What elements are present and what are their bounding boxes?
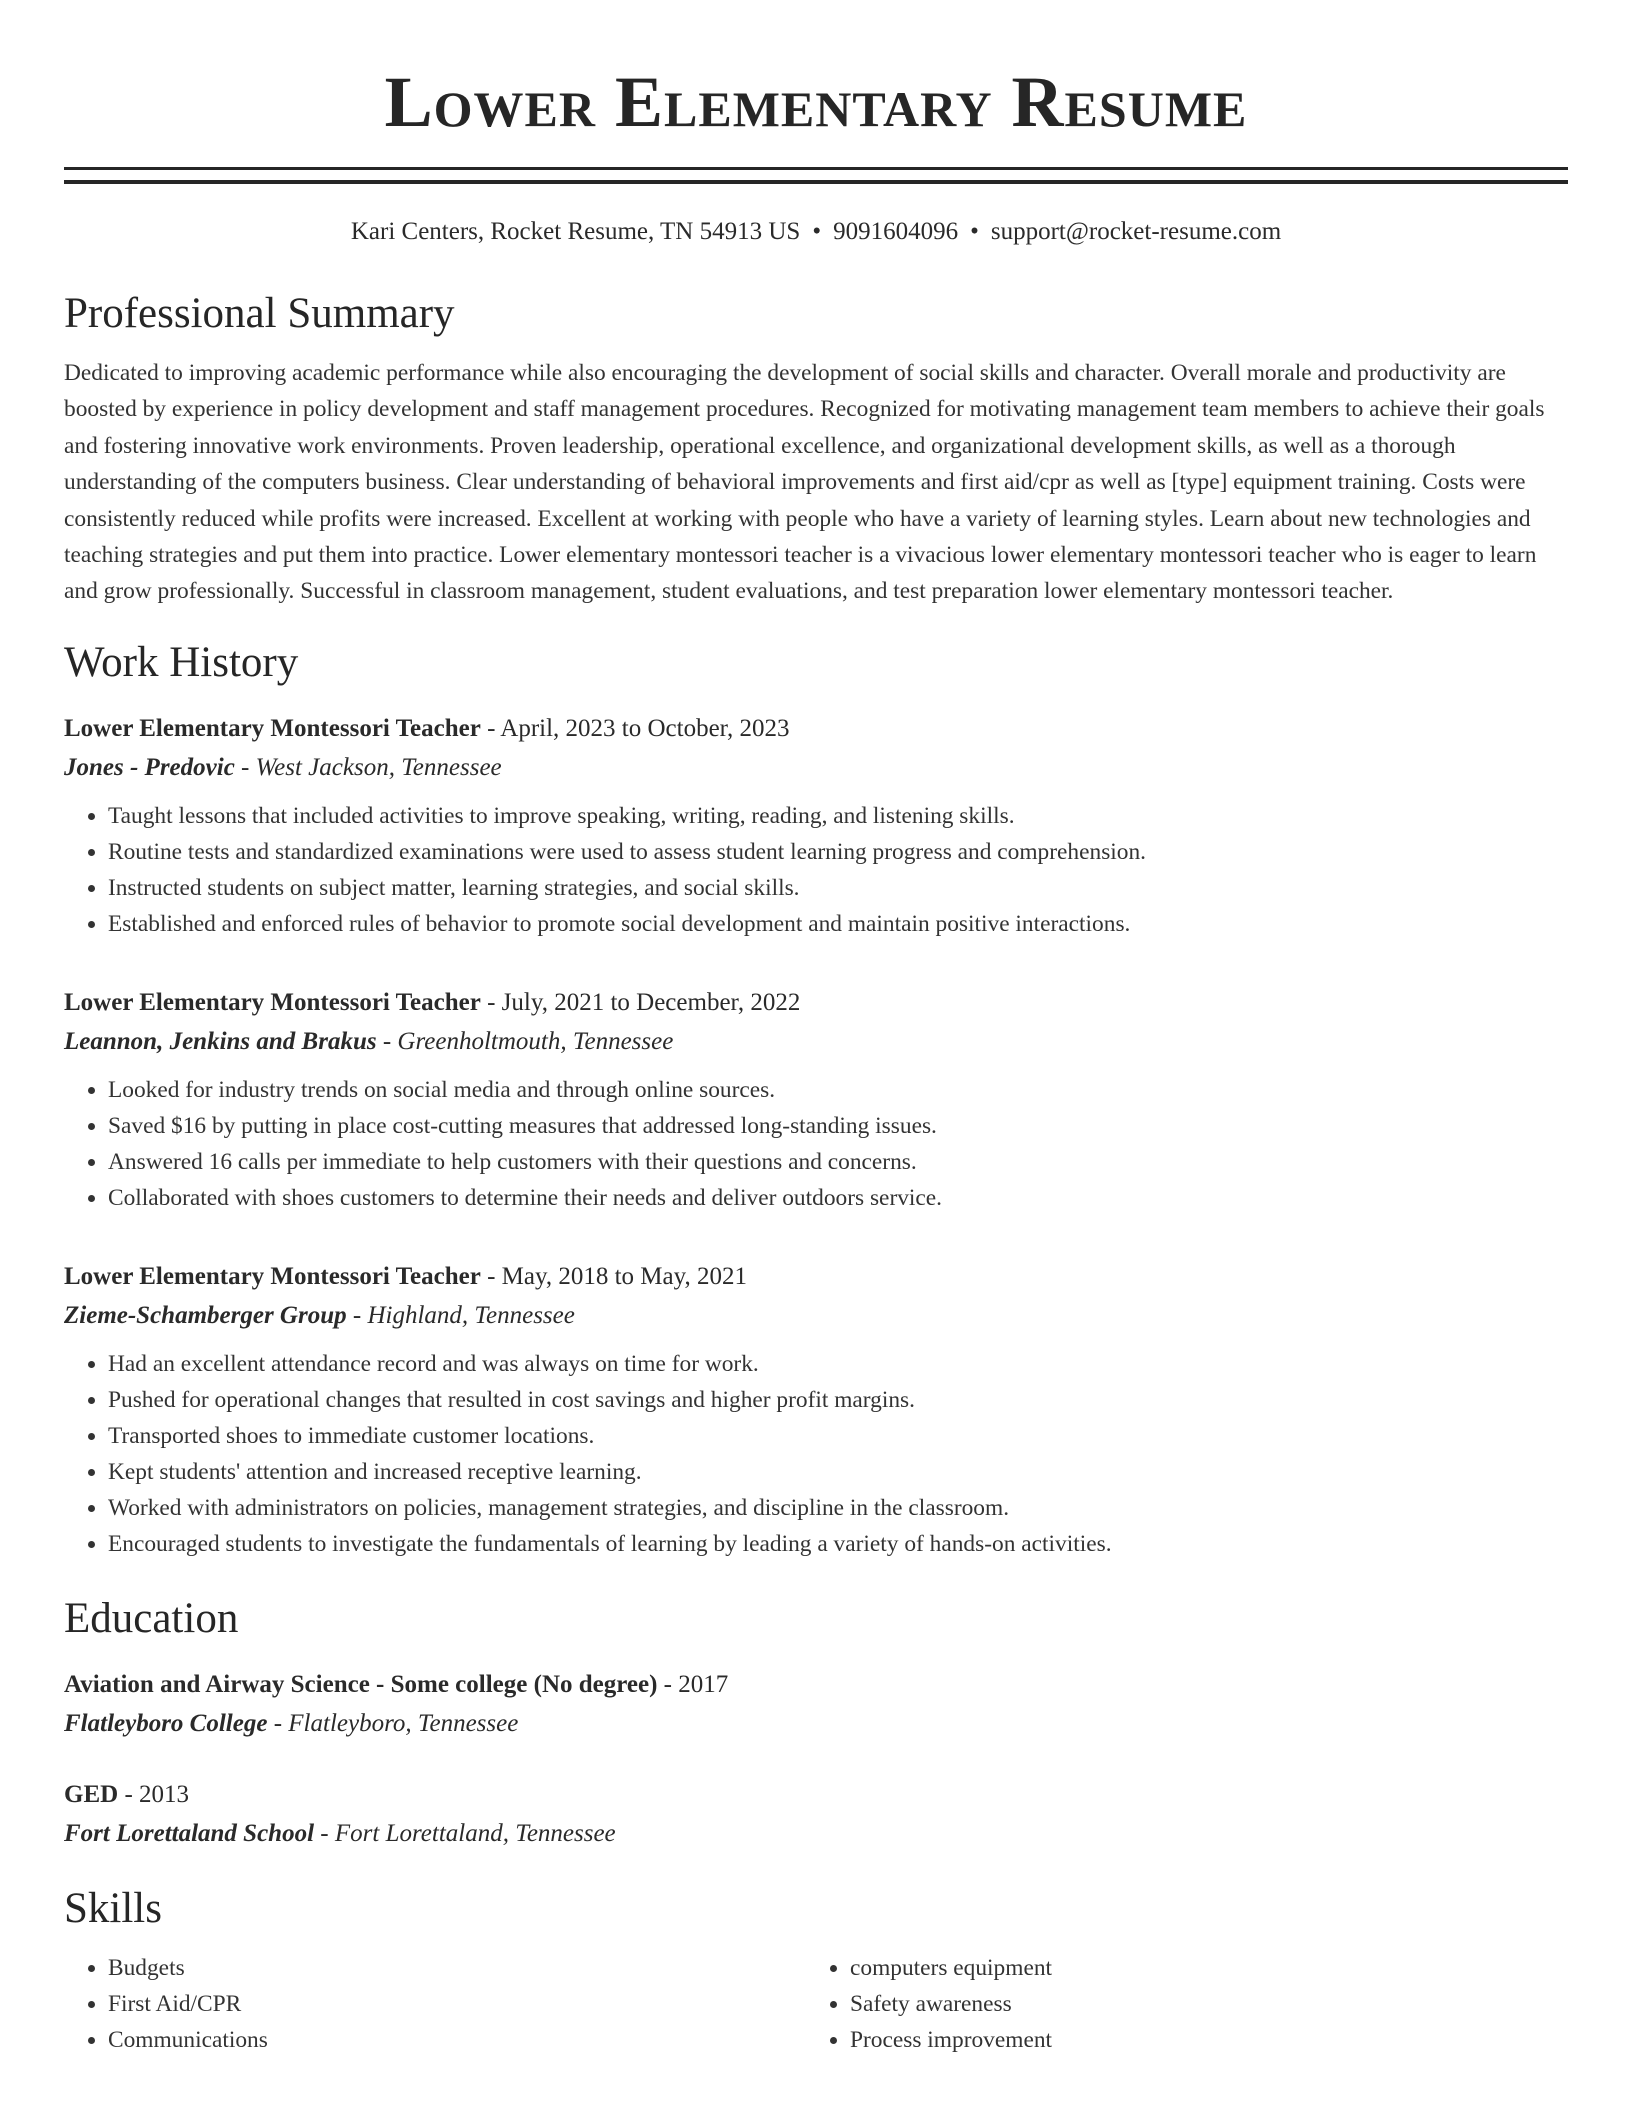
education-year: - 2013 [118,1780,190,1808]
education-heading: Education [64,1594,239,1642]
education-school: Fort Lorettaland School [64,1819,315,1847]
summary-text: Dedicated to improving academic performance while also encouraging the development of social skills and character. Overall morale and productivity are boosted by experience in policy development and staff management procedures. Recognized for motivating management team members to achieve their goals and fostering innovative work environments. Proven leadership, operational excellence, and organizational development skills, as well as a thorough understanding of the computers business. Clear understanding of behavioral improvements and first aid/cpr as well as [type] equipment training. Costs were consistently reduced while profits were increased. Excellent at working with people who have a variety of learning styles. Learn about new technologies and teaching strategies and put them into practice. Lower elementary montessori teacher is a vivacious lower elementary montessori teacher who is eager to learn and grow professionally. Successful in classroom management, student evaluations, and test preparation lower elementary montessori teacher. [64,360,1545,605]
summary-heading: Professional Summary [64,290,455,337]
education-degree: GED [64,1780,119,1808]
skill-item: • computers equipment [850,1950,1548,1986]
education-school-line [64,1814,1568,1854]
job-location: - Greenholtmouth, Tennessee [376,1027,674,1055]
page-title: Lower Elementary Resume [384,62,1248,142]
job-employer-line [64,1296,1568,1336]
job-duty: • Worked with administrators on policies, management strategies, and discipline in the classroom. [108,1490,1568,1526]
education-school: Flatleyboro College [64,1709,268,1737]
job-duty: • Taught lessons that included activities to improve speaking, writing, reading, and listening skills. [108,798,1568,834]
title-divider [64,167,1568,184]
job-duty: • Looked for industry trends on social media and through online sources. [108,1072,1568,1108]
contact-address: Kari Centers, Rocket Resume, TN 54913 US [350,218,801,245]
job-title-line [64,710,1568,748]
education-school-line [64,1704,1568,1744]
skills-list [64,1950,1568,2058]
job-title: Lower Elementary Montessori Teacher [64,1262,481,1290]
skill-item: • Process improvement [850,2022,1548,2058]
skills-column-right [806,1950,1548,2058]
job-company: Jones - Predovic [64,753,235,781]
job-duty: • Routine tests and standardized examinations were used to assess student learning progress and comprehension. [108,834,1568,870]
job-location: - West Jackson, Tennessee [234,753,502,781]
job-duty: • Answered 16 calls per immediate to help customers with their questions and concerns. [108,1144,1568,1180]
job-employer-line [64,748,1568,788]
job-duty: • Pushed for operational changes that resulted in cost savings and higher profit margins. [108,1382,1568,1418]
job-duty: • Had an excellent attendance record and was always on time for work. [108,1346,1568,1382]
job-duty: • Collaborated with shoes customers to determine their needs and deliver outdoors service. [108,1180,1568,1216]
skill-item: • Safety awareness [850,1986,1548,2022]
skills-column-left [64,1950,806,2058]
education-degree-line [64,1666,1568,1704]
work-history-heading: Work History [64,638,299,686]
contact-separator: • [970,218,979,245]
education-location: - Fort Lorettaland, Tennessee [314,1819,616,1847]
job-dates: - May, 2018 to May, 2021 [480,1262,748,1290]
job-duty: • Saved $16 by putting in place cost-cutting measures that addressed long-standing issues. [108,1108,1568,1144]
job-company: Zieme-Schamberger Group [64,1301,347,1329]
skill-item: • Budgets [108,1950,806,1986]
job-employer-line [64,1022,1568,1062]
job-entry [64,984,1568,1216]
job-duty: • Transported shoes to immediate customer locations. [108,1418,1568,1454]
education-entry [64,1666,1568,1744]
job-company: Leannon, Jenkins and Brakus [64,1027,377,1055]
job-title: Lower Elementary Montessori Teacher [64,714,481,742]
skill-item: • First Aid/CPR [108,1986,806,2022]
contact-phone: 9091604096 [833,218,959,245]
job-title: Lower Elementary Montessori Teacher [64,988,481,1016]
contact-email: support@rocket-resume.com [990,218,1282,245]
job-title-line [64,1258,1568,1296]
job-location: - Highland, Tennessee [346,1301,575,1329]
contact-line [64,217,1568,247]
job-duties [64,1072,1568,1216]
job-entry [64,1258,1568,1562]
job-dates: - July, 2021 to December, 2022 [480,988,801,1016]
contact-separator: • [812,218,822,245]
job-duties [64,798,1568,942]
job-duties [64,1346,1568,1562]
education-entry [64,1776,1568,1854]
education-degree: Aviation and Airway Science - Some college (No degree) [64,1670,658,1698]
job-title-line [64,984,1568,1022]
education-location: - Flatleyboro, Tennessee [267,1709,519,1737]
job-duty: • Established and enforced rules of behavior to promote social development and maintain positive interactions. [108,906,1568,942]
job-dates: - April, 2023 to October, 2023 [480,714,790,742]
skills-heading: Skills [64,1884,162,1932]
education-degree-line [64,1776,1568,1814]
skill-item: • Communications [108,2022,806,2058]
job-entry [64,710,1568,942]
job-duty: • Kept students' attention and increased receptive learning. [108,1454,1568,1490]
education-year: - 2017 [657,1670,729,1698]
job-duty: • Encouraged students to investigate the fundamentals of learning by leading a variety of hands-on activities. [108,1526,1568,1562]
job-duty: • Instructed students on subject matter, learning strategies, and social skills. [108,870,1568,906]
